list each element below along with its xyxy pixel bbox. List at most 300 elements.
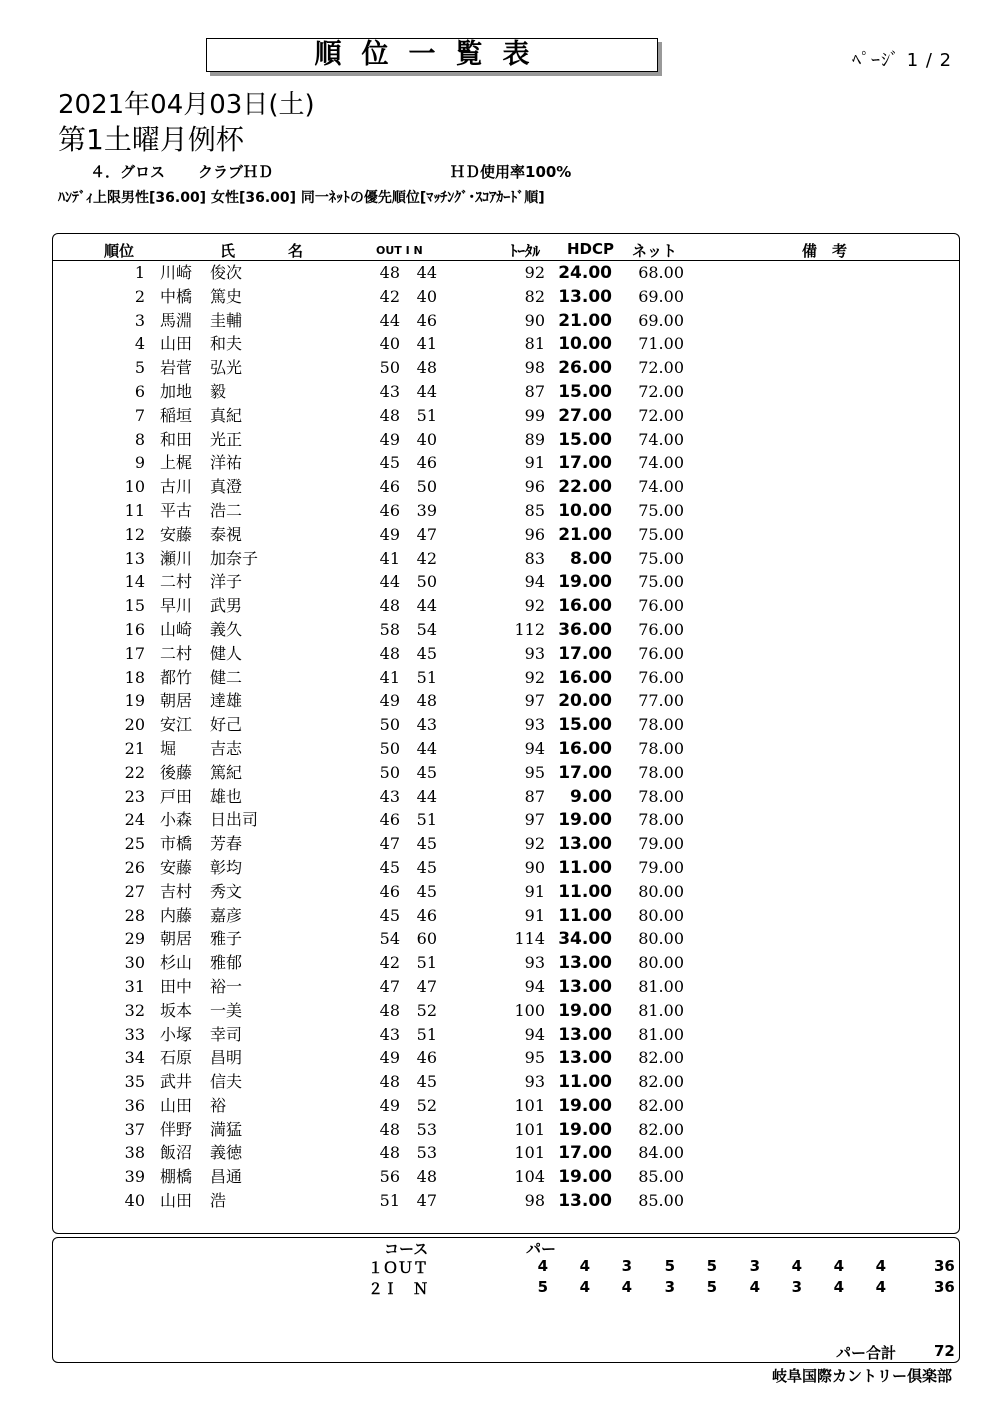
net-score-cell: 76.00 <box>638 667 684 687</box>
in-score-cell: 47 <box>416 1191 437 1211</box>
results-rows <box>0 262 1000 1214</box>
last-name-cell: 岩菅 <box>160 358 193 378</box>
out-score-cell: 44 <box>379 572 400 592</box>
rank-cell: 9 <box>134 453 145 473</box>
out-score-cell: 50 <box>379 762 400 782</box>
hdcp-cell: 13.00 <box>558 976 612 997</box>
first-name-cell: 浩二 <box>210 500 243 520</box>
table-row <box>0 310 1000 334</box>
rank-cell: 15 <box>124 596 145 616</box>
in-score-cell: 43 <box>416 715 437 735</box>
first-name-cell: 光正 <box>210 429 243 449</box>
total-score-cell: 90 <box>524 310 545 330</box>
col-remarks: 備 考 <box>802 242 848 260</box>
table-row <box>0 571 1000 595</box>
col-total: ﾄｰﾀﾙ <box>510 242 541 260</box>
out-score-cell: 51 <box>379 1191 400 1211</box>
table-row <box>0 833 1000 857</box>
out-score-cell: 49 <box>379 1095 400 1115</box>
hdcp-cell: 13.00 <box>558 286 612 307</box>
hdcp-cell: 17.00 <box>558 1143 612 1164</box>
total-score-cell: 89 <box>524 429 545 449</box>
par-sum-value: 72 <box>934 1342 955 1360</box>
col-name-2: 名 <box>288 242 304 260</box>
first-name-cell: 秀文 <box>210 881 243 901</box>
rank-cell: 32 <box>124 1000 145 1020</box>
first-name-cell: 俊次 <box>210 263 243 282</box>
in-score-cell: 46 <box>416 905 437 925</box>
total-score-cell: 90 <box>524 857 545 877</box>
first-name-cell: 圭輔 <box>210 310 243 330</box>
out-score-cell: 50 <box>379 738 400 758</box>
hole-par: 4 <box>875 1278 886 1296</box>
rank-cell: 23 <box>124 786 145 806</box>
hole-par: 3 <box>749 1257 760 1275</box>
hdcp-cell: 22.00 <box>558 477 612 498</box>
hdcp-cell: 19.00 <box>558 572 612 593</box>
net-score-cell: 69.00 <box>638 286 684 306</box>
page-indicator: ﾍﾟｰｼﾞ 1 / 2 <box>852 50 953 71</box>
net-score-cell: 78.00 <box>638 738 684 758</box>
total-score-cell: 96 <box>524 524 545 544</box>
out-score-cell: 46 <box>379 881 400 901</box>
total-score-cell: 91 <box>524 881 545 901</box>
hole-par: 4 <box>875 1257 886 1275</box>
last-name-cell: 安江 <box>160 715 193 735</box>
rank-cell: 33 <box>124 1024 145 1044</box>
rank-cell: 5 <box>134 358 145 378</box>
first-name-cell: 達雄 <box>210 691 243 711</box>
first-name-cell: 裕一 <box>210 976 243 996</box>
out-score-cell: 49 <box>379 691 400 711</box>
hole-par: 4 <box>833 1257 844 1275</box>
out-score-cell: 43 <box>379 786 400 806</box>
hole-par: 5 <box>706 1278 717 1296</box>
first-name-cell: 洋祐 <box>210 453 243 473</box>
rank-cell: 11 <box>124 500 145 520</box>
table-row <box>0 333 1000 357</box>
out-score-cell: 45 <box>379 905 400 925</box>
in-score-cell: 45 <box>416 857 437 877</box>
net-score-cell: 82.00 <box>638 1095 684 1115</box>
first-name-cell: 健二 <box>210 667 243 687</box>
hdcp-cell: 11.00 <box>558 905 612 926</box>
rank-cell: 38 <box>124 1143 145 1163</box>
in-score-cell: 44 <box>416 786 437 806</box>
table-row <box>0 881 1000 905</box>
hdcp-cell: 11.00 <box>558 1072 612 1093</box>
hdcp-cell: 8.00 <box>570 548 612 569</box>
table-row <box>0 643 1000 667</box>
last-name-cell: 都竹 <box>160 667 193 687</box>
first-name-cell: 義徳 <box>210 1143 243 1163</box>
in-score-cell: 51 <box>416 405 437 425</box>
first-name-cell: 弘光 <box>210 358 243 378</box>
table-row <box>0 500 1000 524</box>
net-score-cell: 80.00 <box>638 929 684 949</box>
out-score-cell: 47 <box>379 976 400 996</box>
out-score-cell: 48 <box>379 1000 400 1020</box>
hdcp-cell: 13.00 <box>558 1024 612 1045</box>
col-name-1: 氏 <box>220 242 236 260</box>
total-score-cell: 94 <box>524 738 545 758</box>
net-score-cell: 74.00 <box>638 453 684 473</box>
out-score-cell: 58 <box>379 619 400 639</box>
last-name-cell: 坂本 <box>160 1000 193 1020</box>
net-score-cell: 76.00 <box>638 619 684 639</box>
table-row <box>0 809 1000 833</box>
col-rank: 順位 <box>104 242 135 260</box>
hdcp-cell: 13.00 <box>558 834 612 855</box>
event-name: 第1土曜月例杯 <box>58 123 244 156</box>
hole-par: 4 <box>791 1257 802 1275</box>
rank-cell: 10 <box>124 477 145 497</box>
first-name-cell: 幸司 <box>210 1024 243 1044</box>
rank-cell: 39 <box>124 1167 145 1187</box>
total-score-cell: 87 <box>524 786 545 806</box>
in-score-cell: 46 <box>416 310 437 330</box>
out-score-cell: 48 <box>379 1119 400 1139</box>
rank-cell: 31 <box>124 976 145 996</box>
first-name-cell: 昌明 <box>210 1048 243 1068</box>
course-par-total: 36 <box>934 1257 955 1275</box>
rank-cell: 17 <box>124 643 145 663</box>
total-score-cell: 94 <box>524 1024 545 1044</box>
hole-par: 5 <box>664 1257 675 1275</box>
rank-cell: 28 <box>124 905 145 925</box>
hole-par: 4 <box>537 1257 548 1275</box>
handicap-rules: ﾊﾝﾃﾞｨ上限男性[36.00] 女性[36.00] 同一ﾈｯﾄの優先順位[ﾏｯﾁﾝｸﾞ･ｽｺｱｶｰﾄﾞ順] <box>58 190 545 206</box>
out-score-cell: 41 <box>379 548 400 568</box>
last-name-cell: 早川 <box>160 596 193 616</box>
hdcp-cell: 13.00 <box>558 953 612 974</box>
first-name-cell: 芳春 <box>210 834 243 854</box>
table-row <box>0 595 1000 619</box>
out-score-cell: 46 <box>379 500 400 520</box>
net-score-cell: 75.00 <box>638 524 684 544</box>
in-score-cell: 47 <box>416 524 437 544</box>
par-label: パー <box>526 1240 557 1258</box>
hole-par: 5 <box>537 1278 548 1296</box>
rank-cell: 8 <box>134 429 145 449</box>
handicap-type: クラブＨＤ <box>198 163 274 181</box>
first-name-cell: 真澄 <box>210 477 243 497</box>
hdcp-cell: 16.00 <box>558 596 612 617</box>
hole-par: 3 <box>791 1278 802 1296</box>
total-score-cell: 100 <box>514 1000 545 1020</box>
net-score-cell: 81.00 <box>638 1000 684 1020</box>
total-score-cell: 95 <box>524 1048 545 1068</box>
total-score-cell: 98 <box>524 358 545 378</box>
net-score-cell: 85.00 <box>638 1167 684 1187</box>
out-score-cell: 49 <box>379 1048 400 1068</box>
header-divider <box>52 260 960 261</box>
net-score-cell: 81.00 <box>638 976 684 996</box>
last-name-cell: 馬淵 <box>160 310 193 330</box>
hdcp-cell: 19.00 <box>558 1095 612 1116</box>
out-score-cell: 45 <box>379 857 400 877</box>
first-name-cell: 好己 <box>210 715 243 735</box>
net-score-cell: 77.00 <box>638 691 684 711</box>
hdcp-cell: 19.00 <box>558 810 612 831</box>
table-row <box>0 619 1000 643</box>
net-score-cell: 75.00 <box>638 500 684 520</box>
course-par-total: 36 <box>934 1278 955 1296</box>
hdcp-cell: 16.00 <box>558 738 612 759</box>
out-score-cell: 48 <box>379 596 400 616</box>
hdcp-cell: 21.00 <box>558 310 612 331</box>
hdcp-cell: 15.00 <box>558 429 612 450</box>
net-score-cell: 72.00 <box>638 358 684 378</box>
net-score-cell: 74.00 <box>638 477 684 497</box>
last-name-cell: 市橋 <box>160 834 193 854</box>
last-name-cell: 稲垣 <box>160 405 193 425</box>
total-score-cell: 104 <box>514 1167 545 1187</box>
in-score-cell: 45 <box>416 881 437 901</box>
table-row <box>0 928 1000 952</box>
hole-par: 4 <box>749 1278 760 1296</box>
in-score-cell: 54 <box>416 619 437 639</box>
in-score-cell: 44 <box>416 381 437 401</box>
first-name-cell: 彰均 <box>210 857 243 877</box>
in-score-cell: 51 <box>416 667 437 687</box>
table-row <box>0 1095 1000 1119</box>
first-name-cell: 泰視 <box>210 524 243 544</box>
net-score-cell: 71.00 <box>638 334 684 354</box>
in-score-cell: 46 <box>416 453 437 473</box>
last-name-cell: 上梶 <box>160 453 193 473</box>
total-score-cell: 97 <box>524 810 545 830</box>
total-score-cell: 94 <box>524 976 545 996</box>
net-score-cell: 82.00 <box>638 1048 684 1068</box>
out-score-cell: 56 <box>379 1167 400 1187</box>
rank-cell: 24 <box>124 810 145 830</box>
total-score-cell: 93 <box>524 643 545 663</box>
net-score-cell: 78.00 <box>638 786 684 806</box>
first-name-cell: 満猛 <box>210 1119 243 1139</box>
out-score-cell: 42 <box>379 286 400 306</box>
course-label: コース <box>384 1240 429 1258</box>
hdcp-cell: 20.00 <box>558 691 612 712</box>
first-name-cell: 和夫 <box>210 334 243 354</box>
last-name-cell: 後藤 <box>160 762 193 782</box>
total-score-cell: 92 <box>524 667 545 687</box>
table-row <box>0 1000 1000 1024</box>
last-name-cell: 武井 <box>160 1072 193 1092</box>
rank-cell: 2 <box>134 286 145 306</box>
hdcp-cell: 11.00 <box>558 857 612 878</box>
hdcp-cell: 21.00 <box>558 524 612 545</box>
in-score-cell: 44 <box>416 596 437 616</box>
last-name-cell: 山田 <box>160 1191 193 1211</box>
in-score-cell: 53 <box>416 1143 437 1163</box>
in-score-cell: 45 <box>416 762 437 782</box>
total-score-cell: 92 <box>524 596 545 616</box>
rank-cell: 1 <box>134 263 145 282</box>
total-score-cell: 99 <box>524 405 545 425</box>
first-name-cell: 信夫 <box>210 1072 243 1092</box>
rank-cell: 13 <box>124 548 145 568</box>
net-score-cell: 85.00 <box>638 1191 684 1211</box>
first-name-cell: 浩 <box>210 1191 227 1211</box>
first-name-cell: 雅子 <box>210 929 243 949</box>
total-score-cell: 94 <box>524 572 545 592</box>
last-name-cell: 戸田 <box>160 786 193 806</box>
rank-cell: 34 <box>124 1048 145 1068</box>
out-score-cell: 49 <box>379 429 400 449</box>
rank-cell: 18 <box>124 667 145 687</box>
net-score-cell: 79.00 <box>638 857 684 877</box>
event-date: 2021年04月03日(土) <box>58 90 315 120</box>
out-score-cell: 41 <box>379 667 400 687</box>
last-name-cell: 平古 <box>160 500 193 520</box>
first-name-cell: 雄也 <box>210 786 243 806</box>
last-name-cell: 伴野 <box>160 1119 193 1139</box>
hdcp-cell: 13.00 <box>558 1048 612 1069</box>
table-row <box>0 357 1000 381</box>
total-score-cell: 96 <box>524 477 545 497</box>
in-score-cell: 52 <box>416 1000 437 1020</box>
net-score-cell: 80.00 <box>638 905 684 925</box>
first-name-cell: 篤史 <box>210 286 243 306</box>
rank-cell: 19 <box>124 691 145 711</box>
table-row <box>0 548 1000 572</box>
rank-cell: 12 <box>124 524 145 544</box>
hdcp-cell: 15.00 <box>558 381 612 402</box>
out-score-cell: 48 <box>379 1072 400 1092</box>
table-row <box>0 952 1000 976</box>
rank-cell: 35 <box>124 1072 145 1092</box>
table-row <box>0 286 1000 310</box>
rank-cell: 22 <box>124 762 145 782</box>
hole-par: 3 <box>621 1257 632 1275</box>
first-name-cell: 吉志 <box>210 738 243 758</box>
rank-cell: 27 <box>124 881 145 901</box>
net-score-cell: 84.00 <box>638 1143 684 1163</box>
out-score-cell: 45 <box>379 453 400 473</box>
total-score-cell: 101 <box>514 1119 545 1139</box>
in-score-cell: 48 <box>416 358 437 378</box>
last-name-cell: 中橋 <box>160 286 193 306</box>
net-score-cell: 75.00 <box>638 548 684 568</box>
hdcp-cell: 11.00 <box>558 881 612 902</box>
rank-cell: 6 <box>134 381 145 401</box>
table-row <box>0 476 1000 500</box>
total-score-cell: 91 <box>524 453 545 473</box>
net-score-cell: 82.00 <box>638 1072 684 1092</box>
handicap-rate: ＨＤ使用率100% <box>450 163 572 181</box>
in-score-cell: 46 <box>416 1048 437 1068</box>
net-score-cell: 80.00 <box>638 953 684 973</box>
hdcp-cell: 16.00 <box>558 667 612 688</box>
total-score-cell: 93 <box>524 715 545 735</box>
out-score-cell: 44 <box>379 310 400 330</box>
out-score-cell: 50 <box>379 715 400 735</box>
net-score-cell: 81.00 <box>638 1024 684 1044</box>
net-score-cell: 82.00 <box>638 1119 684 1139</box>
hdcp-cell: 17.00 <box>558 643 612 664</box>
table-row <box>0 1190 1000 1214</box>
table-row <box>0 1142 1000 1166</box>
first-name-cell: 真紀 <box>210 405 243 425</box>
last-name-cell: 古川 <box>160 477 193 497</box>
out-course-label: １ＯＵＴ <box>368 1259 429 1277</box>
in-score-cell: 40 <box>416 429 437 449</box>
hdcp-cell: 19.00 <box>558 1119 612 1140</box>
rank-cell: 20 <box>124 715 145 735</box>
net-score-cell: 74.00 <box>638 429 684 449</box>
in-score-cell: 50 <box>416 477 437 497</box>
first-name-cell: 日出司 <box>210 810 259 830</box>
net-score-cell: 69.00 <box>638 310 684 330</box>
table-row <box>0 714 1000 738</box>
hdcp-cell: 10.00 <box>558 500 612 521</box>
rank-cell: 4 <box>134 334 145 354</box>
in-score-cell: 47 <box>416 976 437 996</box>
first-name-cell: 裕 <box>210 1095 227 1115</box>
total-score-cell: 85 <box>524 500 545 520</box>
in-score-cell: 51 <box>416 810 437 830</box>
last-name-cell: 山田 <box>160 334 193 354</box>
in-score-cell: 45 <box>416 834 437 854</box>
total-score-cell: 98 <box>524 1191 545 1211</box>
table-row <box>0 976 1000 1000</box>
table-row <box>0 452 1000 476</box>
first-name-cell: 武男 <box>210 596 243 616</box>
table-row <box>0 262 1000 286</box>
last-name-cell: 棚橋 <box>160 1167 193 1187</box>
out-score-cell: 48 <box>379 643 400 663</box>
in-score-cell: 40 <box>416 286 437 306</box>
table-row <box>0 1119 1000 1143</box>
first-name-cell: 昌通 <box>210 1167 243 1187</box>
hdcp-cell: 26.00 <box>558 358 612 379</box>
in-score-cell: 51 <box>416 953 437 973</box>
out-score-cell: 48 <box>379 1143 400 1163</box>
total-score-cell: 87 <box>524 381 545 401</box>
rank-cell: 14 <box>124 572 145 592</box>
table-row <box>0 1166 1000 1190</box>
net-score-cell: 79.00 <box>638 834 684 854</box>
rank-cell: 40 <box>124 1191 145 1211</box>
rank-cell: 21 <box>124 738 145 758</box>
hdcp-cell: 9.00 <box>570 786 612 807</box>
hole-par: 4 <box>579 1257 590 1275</box>
last-name-cell: 安藤 <box>160 524 193 544</box>
table-row <box>0 762 1000 786</box>
total-score-cell: 93 <box>524 1072 545 1092</box>
hdcp-cell: 19.00 <box>558 1000 612 1021</box>
rank-cell: 7 <box>134 405 145 425</box>
table-row <box>0 1024 1000 1048</box>
total-score-cell: 112 <box>514 619 545 639</box>
out-score-cell: 46 <box>379 810 400 830</box>
first-name-cell: 雅郁 <box>210 953 243 973</box>
rank-cell: 37 <box>124 1119 145 1139</box>
out-score-cell: 54 <box>379 929 400 949</box>
table-row <box>0 905 1000 929</box>
total-score-cell: 95 <box>524 762 545 782</box>
last-name-cell: 二村 <box>160 572 193 592</box>
total-score-cell: 97 <box>524 691 545 711</box>
hole-par: 4 <box>621 1278 632 1296</box>
net-score-cell: 75.00 <box>638 572 684 592</box>
net-score-cell: 80.00 <box>638 881 684 901</box>
table-row <box>0 690 1000 714</box>
in-score-cell: 51 <box>416 1024 437 1044</box>
first-name-cell: 洋子 <box>210 572 243 592</box>
first-name-cell: 篤紀 <box>210 762 243 782</box>
